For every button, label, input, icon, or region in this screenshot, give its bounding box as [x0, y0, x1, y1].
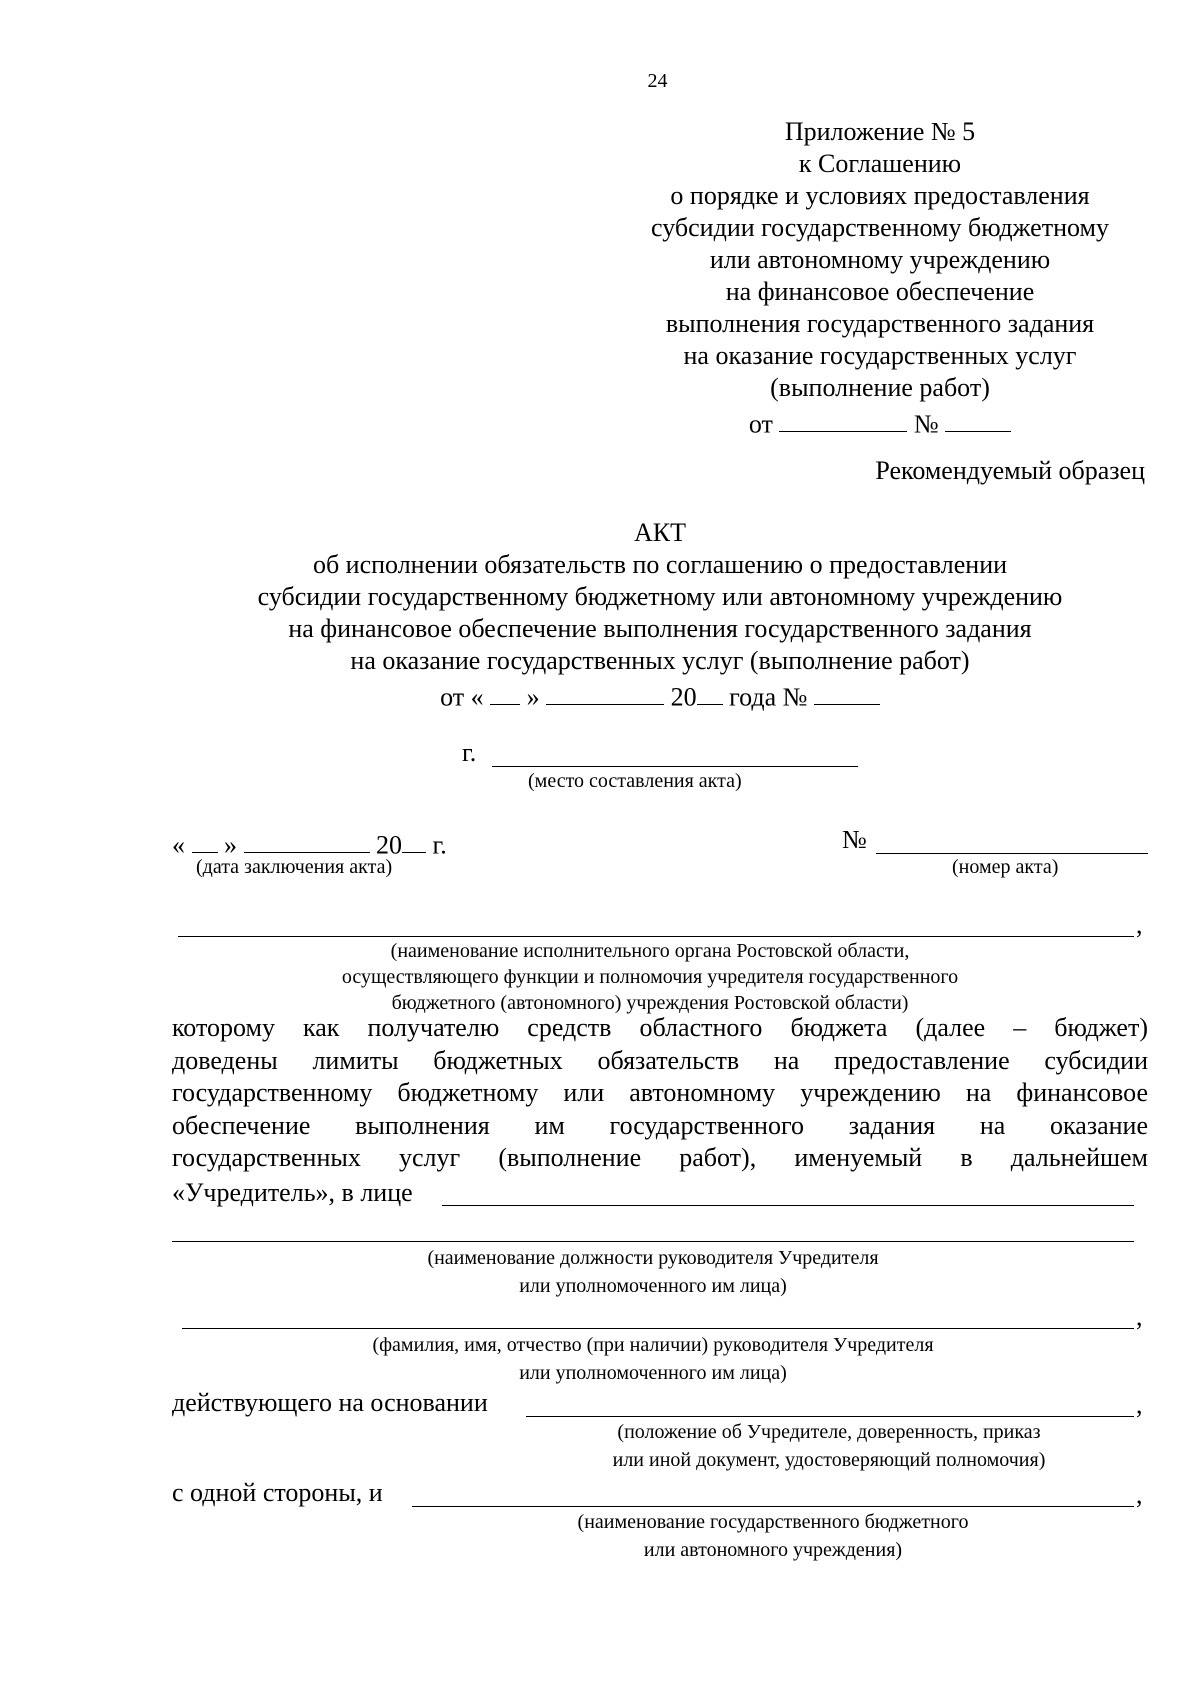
organ-caption-line: осуществляющего функции и полномочия учредителя государственного — [341, 966, 959, 988]
appendix-number-blank[interactable] — [945, 404, 1011, 432]
body-line: государственных услуг (выполнение работ), именуемый в дальнейшем — [172, 1143, 1148, 1172]
act-year-blank[interactable] — [697, 677, 723, 705]
basis-label: действующего на основании — [172, 1388, 488, 1417]
organ-name-field[interactable] — [178, 936, 1134, 937]
act-year-prefix: 20 — [670, 682, 697, 712]
act-title-block — [170, 517, 1150, 713]
appendix-date-blank[interactable] — [779, 404, 907, 432]
organ-caption — [172, 938, 1128, 1016]
date-day-blank[interactable] — [192, 825, 218, 853]
body-paragraph — [172, 1012, 1148, 1175]
date-year-blank[interactable] — [402, 825, 426, 853]
institution-caption-line: (наименование государственного бюджетного — [577, 1511, 969, 1533]
act-title-line: субсидии государственному бюджетному или автономному учреждению — [257, 582, 1063, 611]
appendix-line: на оказание государственных услуг — [683, 341, 1077, 370]
date-quote-open: « — [172, 830, 185, 860]
appendix-line: (выполнение работ) — [770, 373, 990, 402]
body-line: которому как получателю средств областного бюджета (далее – бюджет) — [172, 1013, 1148, 1042]
act-title-line: на оказание государственных услуг (выполнение работ) — [350, 646, 970, 675]
fio-comma: , — [1136, 1302, 1143, 1331]
date-year-suffix: г. — [432, 830, 447, 860]
date-row-left — [172, 825, 447, 860]
institution-name-field[interactable] — [412, 1506, 1134, 1507]
institution-caption — [412, 1508, 1134, 1564]
act-title-line: на финансовое обеспечение выполнения государственного задания — [288, 614, 1032, 643]
institution-caption-line: или автономного учреждения) — [643, 1539, 903, 1561]
appendix-number-label: № — [913, 409, 939, 439]
place-caption: (место составления акта) — [528, 770, 742, 792]
basis-comma: , — [1136, 1390, 1143, 1419]
fio-field[interactable] — [182, 1328, 1134, 1329]
fio-caption-line: (фамилия, имя, отчество (при наличии) руководителя Учредителя — [372, 1334, 934, 1356]
position-field[interactable] — [172, 1241, 1134, 1242]
date-caption: (дата заключения акта) — [196, 856, 393, 878]
appendix-from-label: от — [748, 409, 773, 439]
act-title-line: об исполнении обязательств по соглашению о предоставлении — [312, 550, 1008, 579]
organ-comma: , — [1136, 910, 1143, 939]
body-line: государственному бюджетному или автономному учреждению на финансовое — [172, 1078, 1148, 1107]
founder-in-person-label: «Учредитель», в лице — [172, 1178, 413, 1207]
act-number-field[interactable] — [876, 853, 1148, 854]
organ-caption-line: бюджетного (автономного) учреждения Ростовской области) — [391, 992, 909, 1014]
founder-representative-field[interactable] — [442, 1205, 1134, 1206]
appendix-date-line — [600, 404, 1160, 440]
page-number: 24 — [647, 70, 668, 92]
date-month-blank[interactable] — [244, 825, 370, 853]
appendix-line: субсидии государственному бюджетному — [651, 213, 1109, 242]
body-line: доведены лимиты бюджетных обязательств на предоставление субсидии — [172, 1045, 1148, 1075]
appendix-header — [600, 116, 1160, 440]
fio-caption — [172, 1331, 1134, 1387]
position-caption — [172, 1244, 1134, 1300]
date-year-prefix: 20 — [376, 830, 402, 860]
other-side-comma: , — [1136, 1480, 1143, 1509]
basis-caption-line: или иной документ, удостоверяющий полномочия) — [612, 1449, 1046, 1471]
body-line: обеспечение выполнения им государственного задания на оказание — [172, 1110, 1148, 1140]
place-city-field[interactable] — [492, 766, 858, 767]
other-side-label: с одной стороны, и — [172, 1478, 383, 1507]
act-day-blank[interactable] — [490, 677, 520, 705]
appendix-line: выполнения государственного задания — [665, 309, 1095, 338]
act-month-blank[interactable] — [546, 677, 664, 705]
date-quote-close: » — [224, 830, 237, 860]
appendix-line: на финансовое обеспечение — [725, 277, 1035, 306]
act-number-blank[interactable] — [814, 677, 880, 705]
place-city-prefix: г. — [462, 738, 477, 767]
appendix-line: или автономному учреждению — [709, 245, 1051, 274]
position-caption-line: или уполномоченного им лица) — [519, 1275, 787, 1297]
appendix-line: о порядке и условиях предоставления — [670, 181, 1090, 210]
basis-field[interactable] — [526, 1416, 1134, 1417]
organ-caption-line: (наименование исполнительного органа Ростовской области, — [390, 940, 910, 962]
recommended-sample-label: Рекомендуемый образец — [875, 456, 1145, 485]
basis-caption — [526, 1418, 1132, 1474]
position-caption-line: (наименование должности руководителя Учредителя — [427, 1247, 879, 1269]
act-quote-close: » — [526, 682, 540, 712]
fio-caption-line: или уполномоченного им лица) — [519, 1362, 787, 1384]
appendix-line: Приложение № 5 — [784, 117, 976, 146]
act-heading: АКТ — [634, 518, 686, 547]
act-date-from: от « — [440, 682, 484, 712]
appendix-line: к Соглашению — [798, 149, 962, 178]
act-year-suffix: года № — [729, 682, 808, 712]
act-title-date-line — [170, 677, 1150, 713]
basis-caption-line: (положение об Учредителе, доверенность, приказ — [617, 1421, 1041, 1443]
act-number-label: № — [842, 825, 867, 854]
act-number-caption: (номер акта) — [952, 856, 1059, 878]
